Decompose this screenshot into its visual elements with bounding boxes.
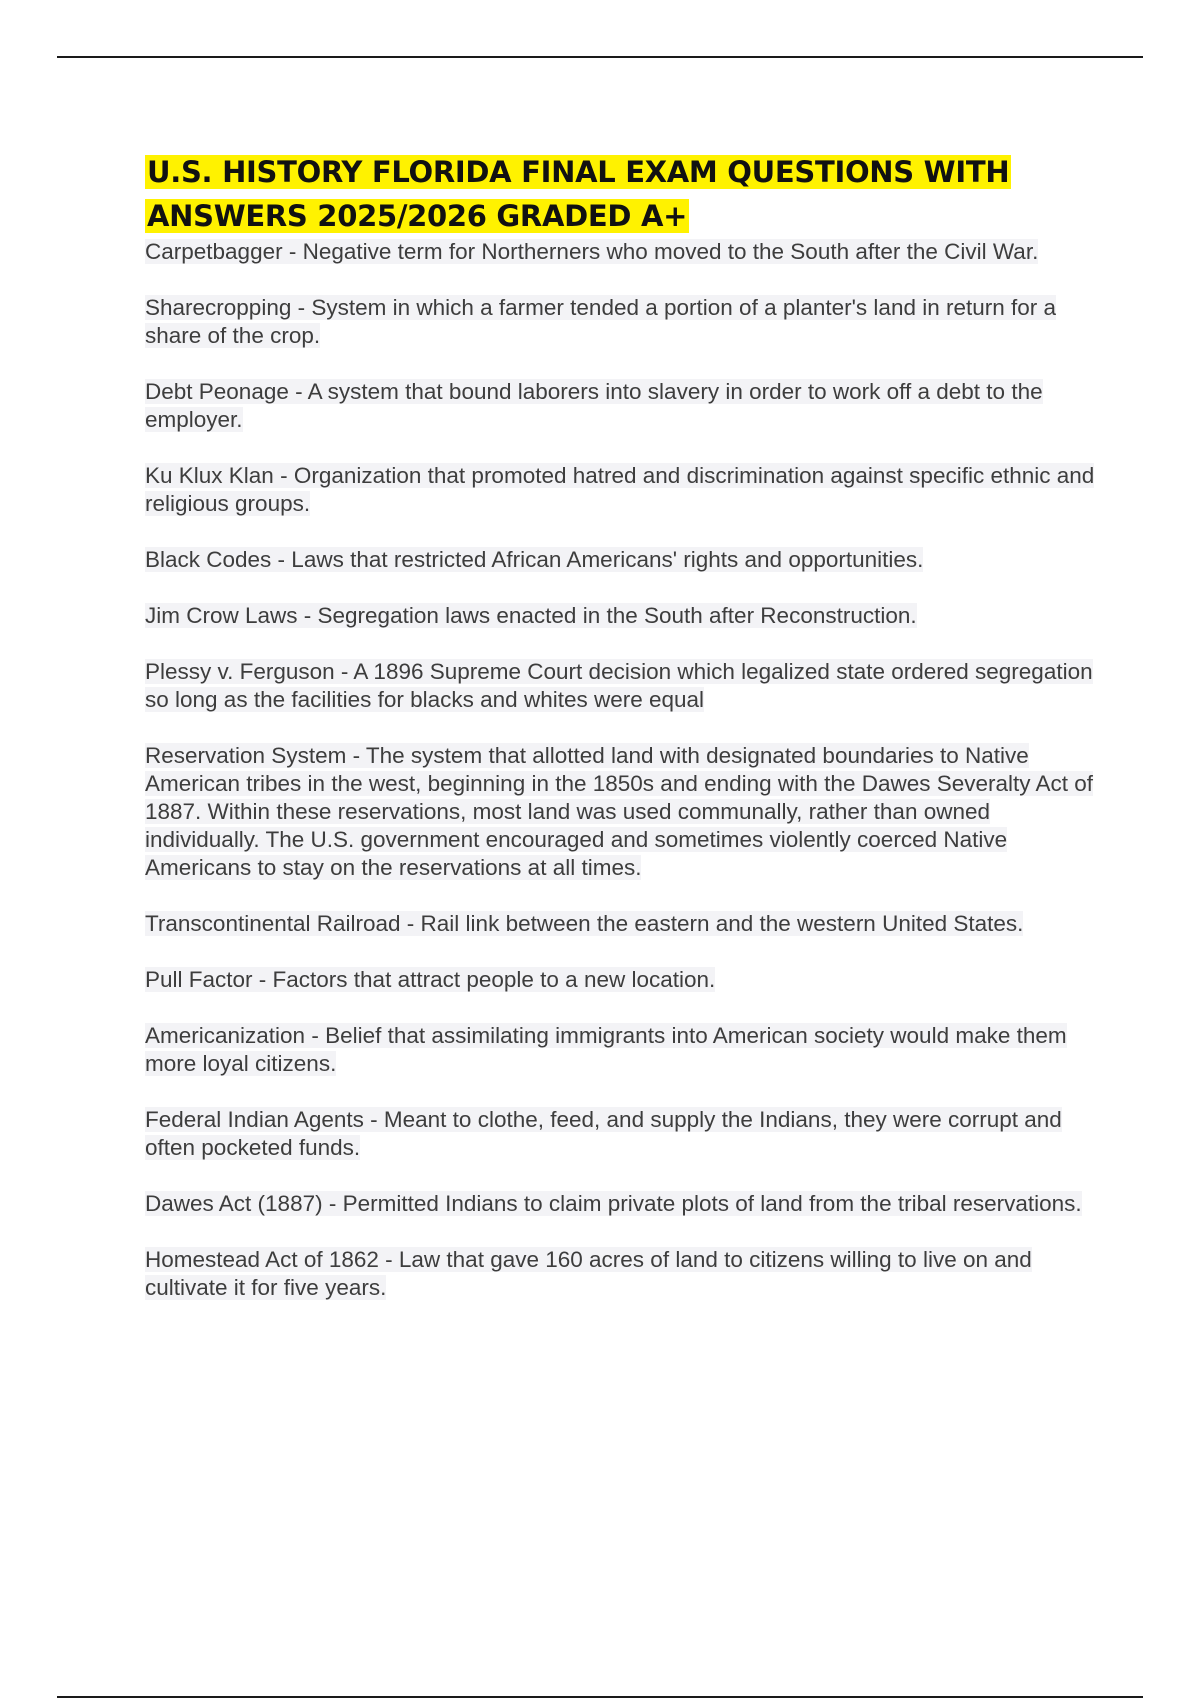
bottom-rule — [57, 1696, 1143, 1698]
term-entry: Sharecropping - System in which a farmer tended a portion of a planter's land in return for a share of the crop. — [145, 295, 1057, 348]
term-entry: Carpetbagger - Negative term for Northerners who moved to the South after the Civil War. — [145, 239, 1039, 264]
term-entry: Dawes Act (1887) - Permitted Indians to claim private plots of land from the tribal reservations. — [145, 1191, 1082, 1216]
term-entry: Jim Crow Laws - Segregation laws enacted in the South after Reconstruction. — [145, 603, 917, 628]
term-entry: Ku Klux Klan - Organization that promoted hatred and discrimination against specific ethnic and religious groups. — [145, 463, 1095, 516]
term-entry: Debt Peonage - A system that bound laborers into slavery in order to work off a debt to the employer. — [145, 379, 1043, 432]
term-entry: Black Codes - Laws that restricted African Americans' rights and opportunities. — [145, 547, 924, 572]
term-entry: Transcontinental Railroad - Rail link between the eastern and the western United States. — [145, 911, 1024, 936]
term-entry: Americanization - Belief that assimilating immigrants into American society would make them more loyal citizens. — [145, 1023, 1067, 1076]
document-title — [145, 150, 1095, 238]
document-body — [145, 150, 1095, 1330]
term-list — [145, 238, 1095, 1302]
top-rule — [57, 56, 1143, 58]
term-entry: Pull Factor - Factors that attract people to a new location. — [145, 967, 716, 992]
title-highlight: U.S. HISTORY FLORIDA FINAL EXAM QUESTIONS WITH ANSWERS 2025/2026 GRADED A+ — [147, 155, 1010, 233]
term-entry: Plessy v. Ferguson - A 1896 Supreme Court decision which legalized state ordered segregation so long as the facilities for blacks and whites were equal — [145, 659, 1093, 712]
term-entry: Federal Indian Agents - Meant to clothe, feed, and supply the Indians, they were corrupt and often pocketed funds. — [145, 1107, 1062, 1160]
term-entry: Homestead Act of 1862 - Law that gave 160 acres of land to citizens willing to live on and cultivate it for five years. — [145, 1247, 1032, 1300]
term-entry: Reservation System - The system that allotted land with designated boundaries to Native American tribes in the west, beginning in the 1850s and ending with the Dawes Severalty Act of 1887. Within these reservations, most land was used communally, rather than owned individually. The U.S. government encouraged and sometimes violently coerced Native Americans to stay on the reservations at all times. — [145, 743, 1094, 880]
